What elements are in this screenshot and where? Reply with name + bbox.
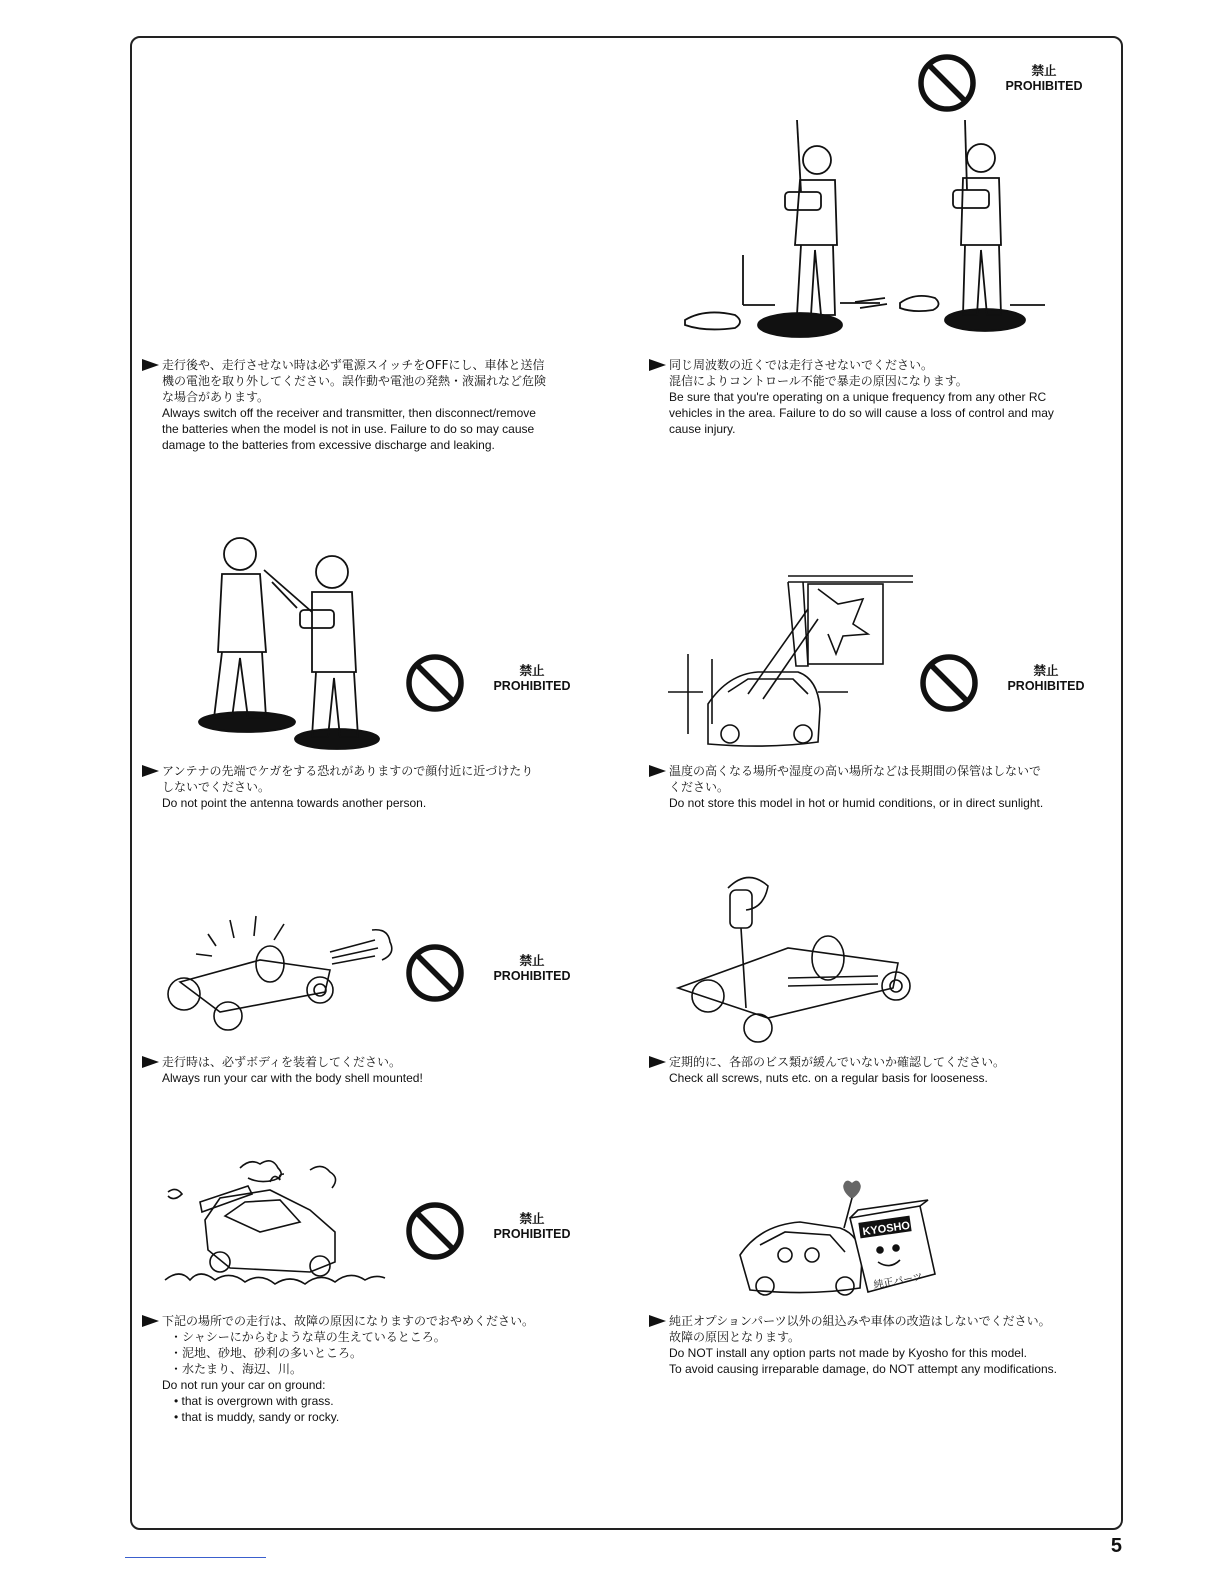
caution-en-line: Always switch off the receiver and transmitter, then disconnect/remove bbox=[162, 406, 536, 420]
caution-en-line: Do not point the antenna towards another person. bbox=[162, 796, 427, 810]
arrow-icon bbox=[649, 1315, 666, 1327]
prohibited-jp: 禁止 bbox=[519, 954, 545, 968]
caution-genuine-parts bbox=[669, 1313, 1109, 1377]
prohibited-sign-5 bbox=[404, 1200, 584, 1266]
caution-jp-list-item: ・泥地、砂地、砂利の多いところ。 bbox=[170, 1346, 363, 1360]
arrow-icon bbox=[142, 1315, 159, 1327]
caution-jp-line: 純正オプションパーツ以外の組込みや車体の改造はしないでください。 bbox=[669, 1314, 1051, 1328]
caution-en-line: To avoid causing irreparable damage, do NOT attempt any modifications. bbox=[669, 1362, 1057, 1376]
kyosho-box-brand: KYOSHO bbox=[861, 1219, 911, 1239]
caution-jp-line: アンテナの先端でケガをする恐れがありますので顔付近に近づけたり bbox=[162, 764, 534, 778]
caution-jp-line: 下記の場所での走行は、故障の原因になりますのでおやめください。 bbox=[162, 1314, 535, 1328]
caution-jp-line: 機の電池を取り外してください。誤作動や電池の発熱・液漏れなど危険 bbox=[162, 374, 547, 388]
caution-screws bbox=[669, 1054, 1129, 1086]
caution-jp-line: 走行後や、走行させない時は必ず電源スイッチをOFFにし、車体と送信 bbox=[162, 358, 545, 372]
kyosho-box-label: 純正パーツ bbox=[872, 1271, 924, 1292]
caution-jp-list-item: ・水たまり、海辺、川。 bbox=[170, 1362, 303, 1376]
check-screws-illustration bbox=[668, 868, 918, 1046]
prohibited-sign-4 bbox=[404, 942, 584, 1008]
caution-en-line: Be sure that you're operating on a unique frequency from any other RC bbox=[669, 390, 1047, 404]
prohibited-en: PROHIBITED bbox=[493, 679, 571, 693]
arrow-icon bbox=[649, 1056, 666, 1068]
caution-jp-line: な場合があります。 bbox=[162, 390, 270, 404]
page-number: 5 bbox=[1110, 1535, 1122, 1557]
caution-frequency bbox=[669, 357, 1129, 437]
arrow-icon bbox=[142, 765, 159, 777]
prohibited-icon bbox=[404, 1200, 466, 1262]
prohibited-en: PROHIBITED bbox=[1007, 679, 1085, 693]
caution-body-shell bbox=[162, 1054, 622, 1086]
caution-en-line: Always run your car with the body shell mounted! bbox=[162, 1071, 423, 1085]
caution-en-line: damage to the batteries from excessive discharge and leaking. bbox=[162, 438, 495, 452]
arrow-icon bbox=[142, 359, 159, 371]
prohibited-jp: 禁止 bbox=[1033, 664, 1059, 678]
caution-en-line: Do not run your car on ground: bbox=[162, 1378, 326, 1392]
caution-jp-line: 故障の原因となります。 bbox=[669, 1330, 801, 1344]
arrow-icon bbox=[649, 765, 666, 777]
prohibited-jp: 禁止 bbox=[1031, 64, 1057, 78]
caution-jp-line: 走行時は、必ずボディを装着してください。 bbox=[162, 1055, 402, 1069]
sunlight-window-illustration bbox=[668, 574, 918, 754]
prohibited-sign-3 bbox=[918, 652, 1098, 718]
arrow-icon bbox=[142, 1056, 159, 1068]
caution-ground bbox=[162, 1313, 622, 1425]
caution-jp-line: 混信によりコントロール不能で暴走の原因になります。 bbox=[669, 374, 968, 388]
prohibited-icon bbox=[916, 52, 978, 114]
chassis-no-body-illustration bbox=[160, 912, 396, 1032]
arrow-icon bbox=[649, 359, 666, 371]
prohibited-jp: 禁止 bbox=[519, 1212, 545, 1226]
caution-antenna bbox=[162, 763, 622, 811]
footer-line bbox=[125, 1557, 266, 1558]
prohibited-en: PROHIBITED bbox=[1005, 79, 1083, 93]
antenna-face-illustration bbox=[192, 532, 402, 754]
caution-en-line: Do NOT install any option parts not made by Kyosho for this model. bbox=[669, 1346, 1027, 1360]
caution-jp-line: 同じ周波数の近くでは走行させないでください。 bbox=[669, 358, 934, 372]
prohibited-icon bbox=[918, 652, 980, 714]
prohibited-sign-2 bbox=[404, 652, 584, 718]
caution-en-list-item: • that is muddy, sandy or rocky. bbox=[174, 1410, 340, 1424]
dirty-ground-car-illustration bbox=[160, 1150, 396, 1290]
caution-en-line: Check all screws, nuts etc. on a regular basis for looseness. bbox=[669, 1071, 988, 1085]
prohibited-icon bbox=[404, 942, 466, 1004]
caution-en-line: cause injury. bbox=[669, 422, 736, 436]
caution-power-off bbox=[162, 357, 622, 453]
caution-en-line: vehicles in the area. Failure to do so will cause a loss of control and may bbox=[669, 406, 1054, 420]
caution-en-line: Do not store this model in hot or humid conditions, or in direct sunlight. bbox=[669, 796, 1044, 810]
prohibited-sign-1 bbox=[916, 52, 1096, 118]
caution-jp-list-item: ・シャシーにからむような草の生えているところ。 bbox=[170, 1330, 446, 1344]
prohibited-en: PROHIBITED bbox=[493, 969, 571, 983]
prohibited-en: PROHIBITED bbox=[493, 1227, 571, 1241]
caution-jp-line: しないでください。 bbox=[162, 780, 271, 794]
caution-en-line: the batteries when the model is not in use. Failure to do so may cause bbox=[162, 422, 535, 436]
caution-jp-line: ください。 bbox=[669, 780, 730, 794]
caution-storage bbox=[669, 763, 1129, 811]
caution-jp-line: 定期的に、各部のビス類が緩んでいないか確認してください。 bbox=[669, 1055, 1006, 1069]
caution-en-list-item: • that is overgrown with grass. bbox=[174, 1394, 334, 1408]
prohibited-jp: 禁止 bbox=[519, 664, 545, 678]
caution-jp-line: 温度の高くなる場所や湿度の高い場所などは長期間の保管はしないで bbox=[669, 764, 1042, 778]
prohibited-icon bbox=[404, 652, 466, 714]
kyosho-genuine-parts-illustration bbox=[730, 1180, 942, 1298]
two-operators-illustration bbox=[665, 110, 1055, 345]
